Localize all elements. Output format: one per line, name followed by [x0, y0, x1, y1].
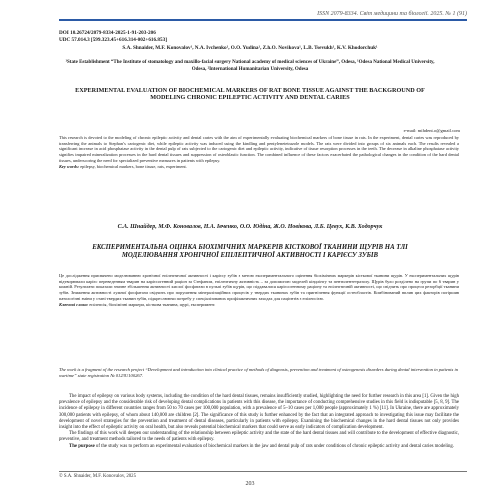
keywords-ua-text: епілепсія, біохімічні маркери, кісткова тканина, щурі, експеримент.	[88, 301, 216, 307]
copyright: © S.A. Shnaider, M.F. Konovalov, 2025	[59, 474, 136, 479]
paragraph: The findings of this work will deepen our understanding of the relationship between epileptic activity and the state of the hard dental tissues and will contribute to the development of effective diagnostic, preventive, and treatment methods tailored to the needs of patients with epilepsy.	[59, 431, 459, 443]
udc: UDC 57.014.3 [599.323.45+616.314-002+616.853]	[59, 37, 167, 43]
doi[interactable]: DOI 10.26724/2079-8334-2025-1-91-203-206	[59, 30, 156, 36]
title-en: EXPERIMENTAL EVALUATION OF BIOCHEMICAL MARKERS OF RAT BONE TISSUE AGAINST THE BACKGROUND OF MODELING CHRONIC EPILEPTIC ACTIVITY AND DENTAL CARIES	[75, 87, 425, 102]
funding-note: The work is a fragment of the research project “Development and introduction into clinical practice of methods of diagnosis, prevention and treatment of osteogenesis disorders during dental intervention in patients in wartime” state registration № 0123U100267.	[59, 367, 459, 378]
affiliations-en: ¹State Establishment “The Institute of stomatology and maxillo-facial surgery National academy of medical sciences of Ukraine”, Odesa, ¹Odesa National Medical University, Odesa, ²International Humanitarian University, Odesa	[65, 60, 435, 72]
article-meta	[59, 30, 459, 44]
page-number: 203	[245, 481, 255, 487]
keywords-en	[59, 164, 459, 170]
purpose-label: The purpose	[69, 443, 95, 449]
abstract-ua	[59, 273, 459, 307]
body-text	[59, 394, 459, 450]
title-ua: ЕКСПЕРИМЕНТАЛЬНА ОЦІНКА БІОХІМІЧНИХ МАРКЕРІВ КІСТКОВОЇ ТКАНИНИ ЩУРІВ НА ТЛІ МОДЕЛЮВАННЯ ХРОНІЧНОЇ ЕПІЛЕПТИЧНОЇ АКТИВНОСТІ І КАРІЄСУ ЗУБІВ	[92, 244, 408, 259]
authors-ua: С.А. Шнайдер, М.Ф. Коновалов, Н.А. Івченко, О.О. Юдіна, Ж.О. Новікова, Л.Б. Цевух, К.В. Ходорчук	[117, 224, 383, 230]
purpose-paragraph	[59, 444, 459, 450]
abstract-en-text: This research is devoted to the modeling of chronic epileptic activity and dental caries with the aim of experimentally evaluating biochemical markers of bone tissue in rats. In the experiment, dental caries was reproduced by transferring the animals to Stephan’s cariogenic diet, while epileptic activity was induced using the kindling and pentylenetetrazole models. The rats were divided into groups of six animals each. The results revealed a significant increase in acid phosphatase activity in the dental pulp of rats subjected to the cariogenic diet and epileptic activity, indicative of tissue resorption processes in the teeth. The decrease in alkaline phosphatase activity signifies impaired mineralization processes in the hard dental tissues and suppression of osteoblastic function. The combined influence of these factors exacerbated the pathological changes in the condition of the hard dental tissues, underscoring the need for specialized preventive measures in patients with epilepsy.	[59, 135, 459, 163]
paragraph: The impact of epilepsy on various body systems, including the condition of the hard dental tissues, remains insufficiently studied, highlighting the need for further research in this area [1]. Given the high prevalence of epilepsy and the considerable risk of developing dental complications in patients with this disease, the importance of conducting comprehensive studies in this field is indisputable [5, 8, 9]. The incidence of epilepsy in different countries ranges from 50 to 70 cases per 100,000 population, with a prevalence of 5–10 cases per 1,000 people (approximately 1 %) [11]. In Ukraine, there are approximately 300,000 patients with epilepsy, of whom about 140,000 are children [2]. The significance of this study is further enhanced by the fact that an integrated approach to investigating this issue may facilitate the development of novel strategies for the prevention and treatment of dental diseases, particularly in patients with epilepsy. Examining the biochemical changes in the hard dental tissues not only provides insight into the effect of epileptic activity on oral health, but also reveals potential biochemical markers that could serve as early indicators of complication development.	[59, 394, 459, 431]
journal-header: ISSN 2079-8334. Світ медицини та біології. 2025. № 1 (91)	[317, 11, 467, 17]
header-rule	[59, 19, 467, 21]
footer-rule	[59, 471, 467, 472]
keywords-en-label: Key words:	[59, 163, 80, 169]
authors-en: S.A. Shnaider, M.F. Konovalov¹, N.A. Ivchenko¹, O.O. Yudina¹, Z.h.O. Novikova¹, L.B. Tsevukh¹, K.V. Khodorchuk¹	[122, 45, 378, 51]
keywords-ua	[59, 302, 459, 308]
purpose-text: of the study was to perform an experimental evaluation of biochemical markers in the jaw and dental pulp of rats under conditions of chronic epileptic activity and dental caries modeling.	[94, 443, 454, 449]
abstract-en	[59, 135, 459, 169]
email[interactable]: e-mail: mihdent.o@gmail.com	[403, 128, 460, 133]
keywords-ua-label: Ключові слова:	[59, 301, 89, 307]
abstract-ua-text: Це дослідження присвячено моделюванню хронічної епілептичної активності і карієсу зубів з метою експериментального оцінення біохімічних маркерів кісткової тканини щурів. У експериментальних щурів відтворювали карієс переведенням тварин на карієсогенний раціон за Стефаном, епілептичну активність – за допомогою моделей кіндлінгу та пентилентетразолу. Щурів було розділено на групи по 6 тварин у кожній. Результати показали значне збільшення активності кислої фосфатази в пульпі зубів щурів, що піддавалися карієсогенному раціону та епілептичній активності, що свідчить про процеси резорбції тканини зубів. Зниження активності лужної фосфатази свідчить про порушення мінералізаційних процесів у твердих тканинах зубів та пригнічення функції остеобластів. Комбінований вплив цих факторів погіршив патологічні зміни у стані твердих тканин зубів, підкреслюючи потребу у спеціалізованих профілактичних заходах для пацієнтів з епілепсією.	[59, 273, 459, 301]
keywords-en-text: epilepsy, biochemical markers, bone tissue, rats, experiment.	[79, 163, 187, 169]
